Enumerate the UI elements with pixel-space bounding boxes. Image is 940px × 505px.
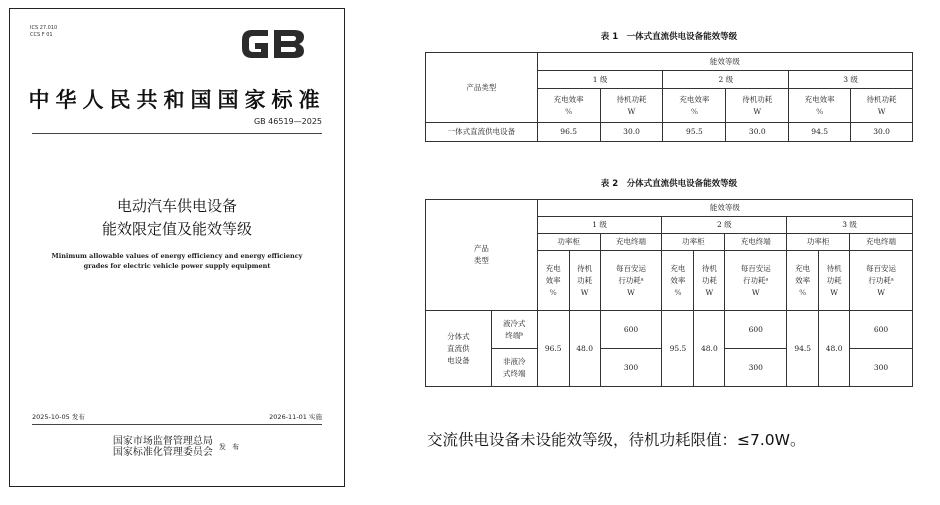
grade-1-header: 1 级	[537, 71, 663, 89]
national-standard-title: 中华人民共和国国家标准	[28, 87, 326, 112]
table-cell: 30.0	[726, 123, 789, 142]
standby-power-header: 待机 功耗 W	[569, 251, 600, 311]
charge-efficiency-header: 充电 效率 %	[537, 251, 569, 311]
terminal-header: 充电终端	[725, 234, 787, 251]
terminal-header: 充电终端	[850, 234, 913, 251]
table-cell: 600	[725, 311, 787, 349]
table-cell: 48.0	[819, 311, 850, 387]
table-cell: 96.5	[537, 311, 569, 387]
row-nonliquid-label: 非液冷 式终端	[491, 349, 537, 387]
table-cell: 30.0	[851, 123, 913, 142]
table-cell: 96.5	[537, 123, 600, 142]
table-cell: 300	[725, 349, 787, 387]
issue-date: 2025-10-05 发布	[32, 413, 85, 421]
table-cell: 94.5	[787, 311, 819, 387]
issuer-block	[10, 436, 344, 458]
publish-word: 发 布	[218, 442, 242, 451]
table-cell: 30.0	[600, 123, 663, 142]
table1	[425, 52, 913, 142]
table-cell: 300	[600, 349, 662, 387]
product-type-header: 产品 类型	[426, 200, 538, 311]
ccs-code: CCS F 01	[30, 32, 53, 38]
standby-power-header: 待机功耗 W	[851, 89, 913, 123]
table2	[425, 199, 913, 387]
implement-date: 2026-11-01 实施	[269, 413, 322, 421]
charge-efficiency-header: 充电效率 %	[789, 89, 851, 123]
table-cell: 300	[850, 349, 913, 387]
title-line-2: 能效限定值及能效等级	[101, 220, 252, 238]
document-title	[10, 195, 344, 241]
table-cell: 600	[600, 311, 662, 349]
row-group-label: 分体式 直流供 电设备	[426, 311, 492, 387]
dates-row	[32, 412, 322, 422]
row-label: 一体式直流供电设备	[426, 123, 538, 142]
title-line-1: 电动汽车供电设备	[116, 197, 237, 215]
row-liquid-label: 液冷式 终端ᵇ	[491, 311, 537, 349]
grade-2-header: 2 级	[662, 217, 787, 234]
standby-power-header: 待机 功耗 W	[819, 251, 850, 311]
table1-caption: 表 1 一体式直流供电设备能效等级	[600, 32, 738, 42]
efficiency-grade-header: 能效等级	[537, 200, 912, 217]
charge-efficiency-header: 充电效率 %	[663, 89, 726, 123]
charge-efficiency-header: 充电效率 %	[537, 89, 600, 123]
cabinet-header: 功率柜	[537, 234, 600, 251]
issuer-2: 国家标准化管理委员会	[112, 447, 213, 458]
table-cell: 600	[850, 311, 913, 349]
cabinet-header: 功率柜	[662, 234, 725, 251]
run-power-header: 每百安运 行功耗ᵃ W	[600, 251, 662, 311]
grade-3-header: 3 级	[789, 71, 913, 89]
divider	[32, 424, 322, 425]
run-power-header: 每百安运 行功耗ᵃ W	[850, 251, 913, 311]
ics-code: ICS 27.010	[30, 25, 58, 31]
cabinet-header: 功率柜	[787, 234, 850, 251]
table2-caption: 表 2 分体式直流供电设备能效等级	[600, 179, 738, 189]
charge-efficiency-header: 充电 效率 %	[787, 251, 819, 311]
standby-power-header: 待机功耗 W	[726, 89, 789, 123]
grade-3-header: 3 级	[787, 217, 913, 234]
run-power-header: 每百安运 行功耗ᵃ W	[725, 251, 787, 311]
terminal-header: 充电终端	[600, 234, 662, 251]
divider	[32, 133, 322, 134]
standard-cover	[9, 8, 345, 487]
grade-1-header: 1 级	[537, 217, 662, 234]
gb-logo	[238, 24, 308, 64]
table-cell: 95.5	[663, 123, 726, 142]
table-cell: 94.5	[789, 123, 851, 142]
efficiency-grade-header: 能效等级	[537, 53, 912, 71]
charge-efficiency-header: 充电 效率 %	[662, 251, 694, 311]
ac-equipment-note: 交流供电设备未设能效等级，待机功耗限值：≤7.0W。	[427, 431, 806, 449]
table-cell: 95.5	[662, 311, 694, 387]
standby-power-header: 待机功耗 W	[600, 89, 663, 123]
table-cell: 48.0	[569, 311, 600, 387]
issuer-1: 国家市场监督管理总局	[112, 436, 213, 447]
product-type-header: 产品类型	[426, 53, 538, 123]
grade-2-header: 2 级	[663, 71, 789, 89]
standard-code: GB 46519—2025	[253, 117, 322, 126]
ics-codes	[30, 25, 57, 39]
standby-power-header: 待机 功耗 W	[694, 251, 725, 311]
table-cell: 48.0	[694, 311, 725, 387]
english-title: Minimum allowable values of energy efficiency and energy efficiency grades for electric vehicle power supply equipment	[51, 252, 303, 270]
